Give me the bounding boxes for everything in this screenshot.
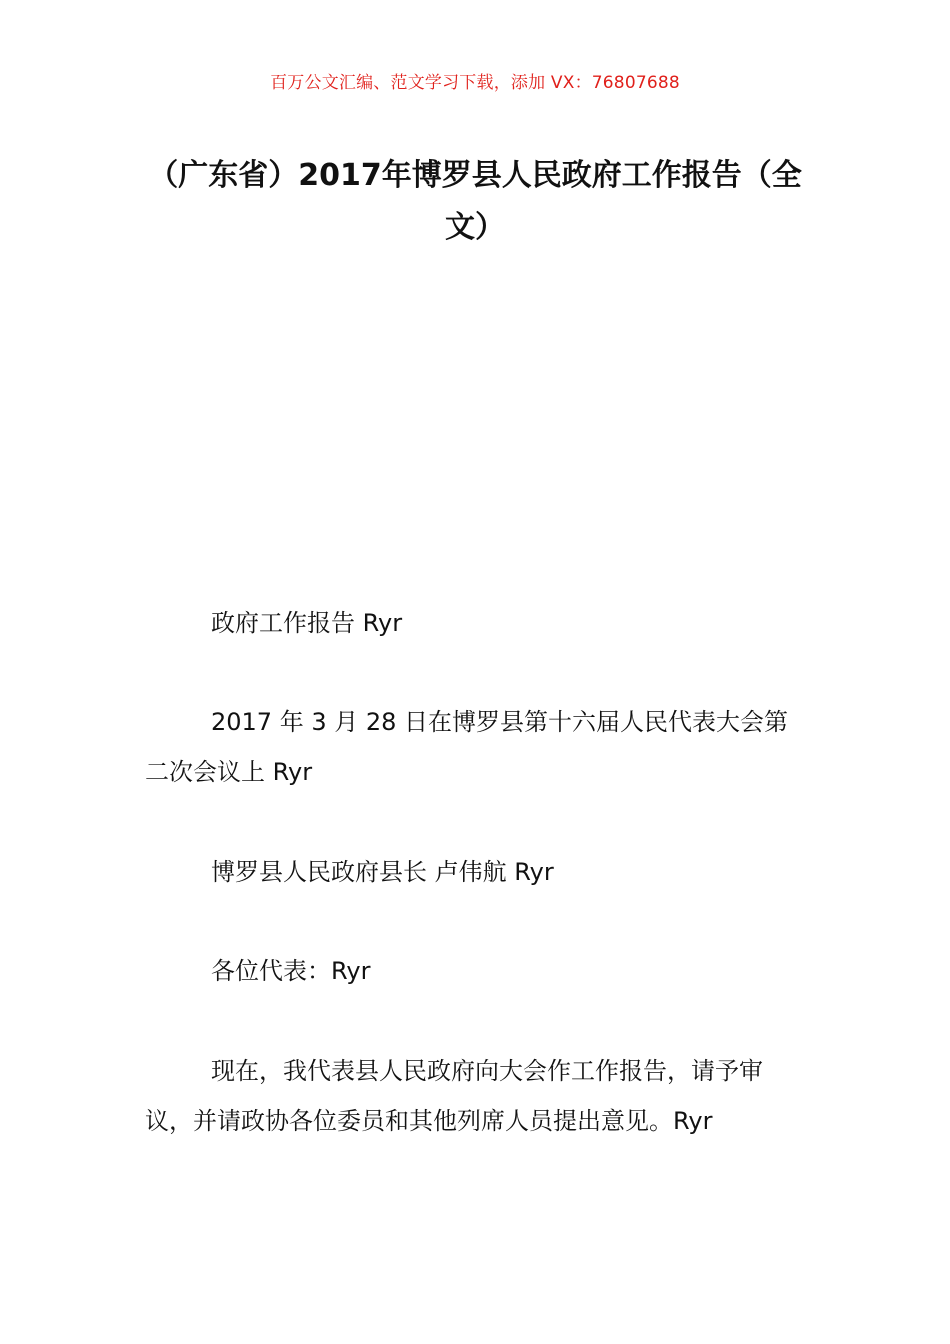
header-note: 百万公文汇编、范文学习下载，添加 VX：76807688 bbox=[270, 73, 680, 93]
paragraph-report-label: 政府工作报告 Ryr bbox=[211, 609, 403, 637]
paragraph-salutation: 各位代表：Ryr bbox=[211, 957, 371, 985]
document-title: （广东省）2017年博罗县人民政府工作报告（全文） bbox=[148, 158, 802, 245]
paragraph-meeting-date: 2017 年 3 月 28 日在博罗县第十六届人民代表大会第二次会议上 Ryr bbox=[145, 708, 789, 786]
paragraph-opening: 现在，我代表县人民政府向大会作工作报告，请予审议，并请政协各位委员和其他列席人员提出意见。Ryr bbox=[145, 1057, 763, 1135]
paragraph-speaker: 博罗县人民政府县长 卢伟航 Ryr bbox=[211, 858, 554, 886]
